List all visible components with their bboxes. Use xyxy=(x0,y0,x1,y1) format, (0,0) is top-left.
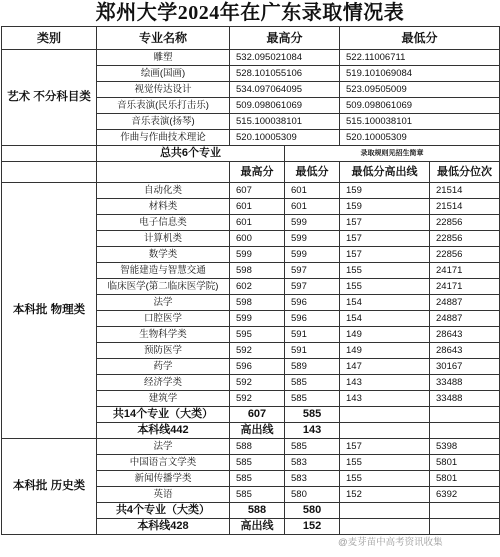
max-score: 532.095021084 xyxy=(230,50,340,66)
history-summary-min: 580 xyxy=(285,503,340,519)
major-name: 视觉传达设计 xyxy=(97,82,230,98)
history-summary-label: 共4个专业（大类） xyxy=(97,503,230,519)
min-over-line: 159 xyxy=(340,183,430,199)
min-over-line: 147 xyxy=(340,359,430,375)
major-name: 电子信息类 xyxy=(97,215,230,231)
max-score: 595 xyxy=(230,327,285,343)
major-name: 雕塑 xyxy=(97,50,230,66)
max-score: 599 xyxy=(230,311,285,327)
history-line-sub: 高出线 xyxy=(230,519,285,535)
max-score: 588 xyxy=(230,439,285,455)
major-name: 经济学类 xyxy=(97,375,230,391)
major-name: 英语 xyxy=(97,487,230,503)
major-name: 音乐表演(民乐打击乐) xyxy=(97,98,230,114)
min-score: 597 xyxy=(285,279,340,295)
art-total-row xyxy=(2,146,500,162)
min-over-line: 143 xyxy=(340,375,430,391)
min-rank: 24887 xyxy=(430,311,500,327)
major-name: 材料类 xyxy=(97,199,230,215)
min-score: 583 xyxy=(285,455,340,471)
min-score: 523.09505009 xyxy=(340,82,500,98)
min-over-line: 154 xyxy=(340,311,430,327)
table-row xyxy=(2,439,500,455)
min-score: 601 xyxy=(285,199,340,215)
major-name: 药学 xyxy=(97,359,230,375)
min-rank: 6392 xyxy=(430,487,500,503)
physics-category: 本科批 物理类 xyxy=(2,183,97,439)
history-category: 本科批 历史类 xyxy=(2,439,97,535)
max-score: 601 xyxy=(230,215,285,231)
table-row xyxy=(2,183,500,199)
max-score: 598 xyxy=(230,295,285,311)
physics-summary-min: 585 xyxy=(285,407,340,423)
min-score: 519.101069084 xyxy=(340,66,500,82)
min-score: 596 xyxy=(285,295,340,311)
max-score: 600 xyxy=(230,231,285,247)
min-score: 509.098061069 xyxy=(340,98,500,114)
max-score: 601 xyxy=(230,199,285,215)
major-name: 临床医学(第二临床医学院) xyxy=(97,279,230,295)
art-category: 艺术 不分科目类 xyxy=(2,50,97,146)
max-score: 592 xyxy=(230,391,285,407)
min-score: 585 xyxy=(285,439,340,455)
min-score: 515.100038101 xyxy=(340,114,500,130)
min-score: 589 xyxy=(285,359,340,375)
min-over-line: 157 xyxy=(340,247,430,263)
watermark: @麦芽苗中高考资讯收集 xyxy=(338,537,443,548)
header-max: 最高分 xyxy=(230,27,340,50)
physics-line-value: 143 xyxy=(285,423,340,439)
min-score: 585 xyxy=(285,391,340,407)
major-name: 数学类 xyxy=(97,247,230,263)
min-rank: 24171 xyxy=(430,263,500,279)
min-rank: 30167 xyxy=(430,359,500,375)
min-over-line: 157 xyxy=(340,215,430,231)
major-name: 计算机类 xyxy=(97,231,230,247)
min-score: 583 xyxy=(285,471,340,487)
max-score: 592 xyxy=(230,375,285,391)
header-category: 类别 xyxy=(2,27,97,50)
min-over-line: 157 xyxy=(340,439,430,455)
history-line-value: 152 xyxy=(285,519,340,535)
min-over-line: 154 xyxy=(340,295,430,311)
sub-header-row xyxy=(2,162,500,183)
max-score: 592 xyxy=(230,343,285,359)
max-score: 596 xyxy=(230,359,285,375)
sub-header-min-over: 最低分高出线 xyxy=(340,162,430,183)
min-score: 601 xyxy=(285,183,340,199)
min-score: 585 xyxy=(285,375,340,391)
min-score: 599 xyxy=(285,231,340,247)
min-over-line: 149 xyxy=(340,343,430,359)
max-score: 528.101055106 xyxy=(230,66,340,82)
min-score: 580 xyxy=(285,487,340,503)
art-total: 总共6个专业 xyxy=(97,146,285,162)
min-score: 597 xyxy=(285,263,340,279)
max-score: 585 xyxy=(230,471,285,487)
max-score: 585 xyxy=(230,487,285,503)
major-name: 建筑学 xyxy=(97,391,230,407)
sub-header-min: 最低分 xyxy=(285,162,340,183)
major-name: 自动化类 xyxy=(97,183,230,199)
min-over-line: 143 xyxy=(340,391,430,407)
header-row xyxy=(2,27,500,50)
min-score: 520.10005309 xyxy=(340,130,500,146)
min-score: 599 xyxy=(285,215,340,231)
min-rank: 22856 xyxy=(430,231,500,247)
max-score: 534.097064095 xyxy=(230,82,340,98)
min-over-line: 159 xyxy=(340,199,430,215)
max-score: 585 xyxy=(230,455,285,471)
min-rank: 22856 xyxy=(430,215,500,231)
min-rank: 21514 xyxy=(430,183,500,199)
physics-summary-label: 共14个专业（大类） xyxy=(97,407,230,423)
max-score: 602 xyxy=(230,279,285,295)
header-major: 专业名称 xyxy=(97,27,230,50)
max-score: 599 xyxy=(230,247,285,263)
min-score: 522.11006711 xyxy=(340,50,500,66)
min-rank: 22856 xyxy=(430,247,500,263)
min-rank: 28643 xyxy=(430,327,500,343)
min-score: 596 xyxy=(285,311,340,327)
min-score: 591 xyxy=(285,343,340,359)
max-score: 607 xyxy=(230,183,285,199)
physics-line-label: 本科线442 xyxy=(97,423,230,439)
major-name: 绘画(国画) xyxy=(97,66,230,82)
min-over-line: 155 xyxy=(340,455,430,471)
min-rank: 33488 xyxy=(430,375,500,391)
major-name: 智能建造与智慧交通 xyxy=(97,263,230,279)
min-over-line: 152 xyxy=(340,487,430,503)
max-score: 520.10005309 xyxy=(230,130,340,146)
min-rank: 28643 xyxy=(430,343,500,359)
history-line-label: 本科线428 xyxy=(97,519,230,535)
admission-rule-note: 录取规则见招生简章 xyxy=(285,146,500,162)
min-rank: 5398 xyxy=(430,439,500,455)
min-rank: 5801 xyxy=(430,471,500,487)
min-rank: 24887 xyxy=(430,295,500,311)
page-title: 郑州大学2024年在广东录取情况表 xyxy=(95,2,405,24)
physics-summary-max: 607 xyxy=(230,407,285,423)
min-over-line: 149 xyxy=(340,327,430,343)
min-over-line: 155 xyxy=(340,471,430,487)
major-name: 法学 xyxy=(97,295,230,311)
sub-header-max: 最高分 xyxy=(230,162,285,183)
min-rank: 33488 xyxy=(430,391,500,407)
sub-header-rank: 最低分位次 xyxy=(430,162,500,183)
major-name: 生物科学类 xyxy=(97,327,230,343)
admission-table xyxy=(1,26,500,535)
min-over-line: 155 xyxy=(340,279,430,295)
major-name: 法学 xyxy=(97,439,230,455)
min-over-line: 157 xyxy=(340,231,430,247)
physics-line-sub: 高出线 xyxy=(230,423,285,439)
major-name: 预防医学 xyxy=(97,343,230,359)
major-name: 口腔医学 xyxy=(97,311,230,327)
history-summary-max: 588 xyxy=(230,503,285,519)
major-name: 作曲与作曲技术理论 xyxy=(97,130,230,146)
max-score: 598 xyxy=(230,263,285,279)
major-name: 新闻传播学类 xyxy=(97,471,230,487)
min-rank: 5801 xyxy=(430,455,500,471)
max-score: 509.098061069 xyxy=(230,98,340,114)
max-score: 515.100038101 xyxy=(230,114,340,130)
min-rank: 21514 xyxy=(430,199,500,215)
major-name: 中国语言文学类 xyxy=(97,455,230,471)
major-name: 音乐表演(扬琴) xyxy=(97,114,230,130)
min-rank: 24171 xyxy=(430,279,500,295)
min-score: 599 xyxy=(285,247,340,263)
table-row xyxy=(2,50,500,66)
min-score: 591 xyxy=(285,327,340,343)
min-over-line: 155 xyxy=(340,263,430,279)
header-min: 最低分 xyxy=(340,27,500,50)
